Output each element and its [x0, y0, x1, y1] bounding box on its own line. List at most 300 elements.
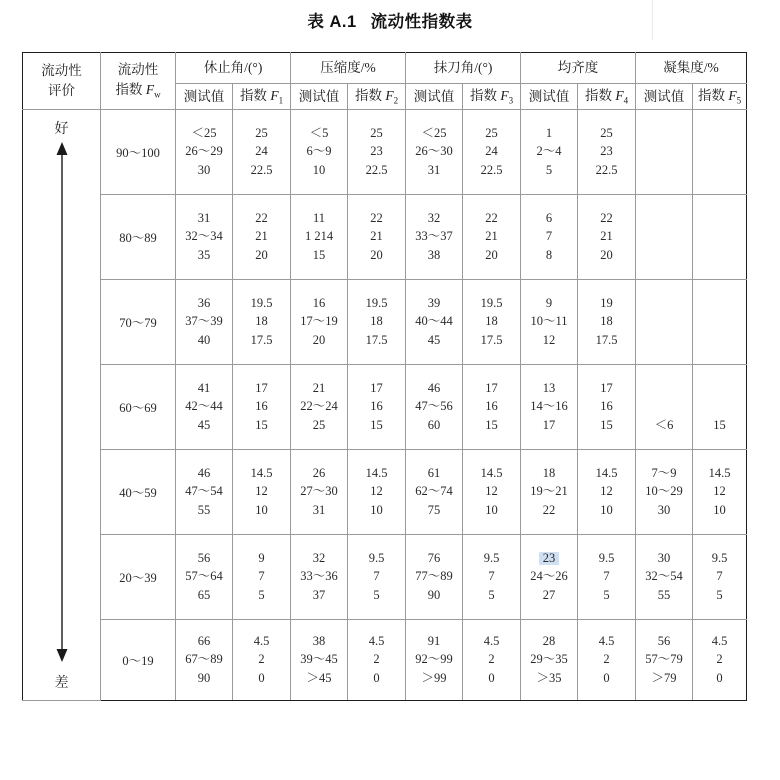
value-line [718, 164, 721, 177]
triple-value-stack [406, 195, 462, 279]
triple-value-stack [406, 280, 462, 364]
index-value-cell-4 [578, 195, 636, 280]
triple-value-stack [291, 195, 347, 279]
triple-value-stack [406, 365, 462, 449]
index-value-cell-2 [348, 280, 406, 365]
index-value-cell-3 [463, 365, 521, 450]
value-line: 40～44 [415, 314, 453, 329]
value-line [662, 297, 665, 310]
value-line: 0 [373, 670, 380, 685]
value-line: 10 [485, 502, 498, 517]
value-line: 2 [603, 652, 610, 667]
value-line [718, 400, 721, 413]
triple-value-stack [463, 535, 520, 619]
value-line: 29～35 [530, 652, 568, 667]
triple-value-stack [636, 365, 692, 449]
triple-value-stack [233, 365, 290, 449]
triple-value-stack [521, 280, 577, 364]
triple-value-stack [233, 280, 290, 364]
value-line: 7～9 [651, 466, 677, 481]
value-line: 21 [370, 229, 383, 244]
index-value-cell-3 [463, 450, 521, 535]
triple-value-stack [693, 535, 746, 619]
value-line: 77～89 [415, 569, 453, 584]
header-group-cohesion: 凝集度/% [636, 53, 747, 84]
value-line: 9.5 [598, 551, 615, 566]
triple-value-stack [463, 620, 520, 700]
test-value-cell-4 [521, 535, 578, 620]
index-value-cell-1 [233, 535, 291, 620]
flow-index-range-cell: 90～100 [101, 110, 176, 195]
value-line: 7 [603, 569, 610, 584]
table-head [23, 53, 747, 110]
flow-index-range-cell: 20～39 [101, 535, 176, 620]
value-line: 17 [370, 381, 383, 396]
test-value-cell-1 [176, 280, 233, 365]
value-line: 17 [600, 381, 613, 396]
header-group-uniformity: 均齐度 [521, 53, 636, 84]
test-value-cell-1 [176, 535, 233, 620]
value-line: 35 [197, 247, 211, 262]
flow-index-range-cell: 70～79 [101, 280, 176, 365]
value-line: 46 [427, 381, 441, 396]
table-row [23, 110, 747, 195]
value-line: 21 [600, 229, 613, 244]
value-line: 0 [716, 670, 723, 685]
test-value-cell-4 [521, 620, 578, 701]
value-line: 31 [312, 502, 326, 517]
triple-value-stack [693, 450, 746, 534]
value-line [662, 212, 665, 225]
value-line: 12 [255, 484, 268, 499]
page-title [0, 8, 780, 32]
flow-index-range-cell: 60～69 [101, 365, 176, 450]
value-line: 13 [542, 381, 556, 396]
value-line: 27～30 [300, 484, 338, 499]
value-line: 32～54 [645, 569, 683, 584]
value-line: 9.5 [368, 551, 385, 566]
test-value-cell-4 [521, 195, 578, 280]
triple-value-stack [348, 620, 405, 700]
value-line: 26～29 [185, 144, 223, 159]
test-value-cell-3 [406, 535, 463, 620]
value-line: 38 [312, 634, 326, 649]
index-value-cell-2 [348, 365, 406, 450]
triple-value-stack [578, 620, 635, 700]
value-line: 10 [600, 502, 613, 517]
triple-value-stack [176, 280, 232, 364]
triple-value-stack [578, 535, 635, 619]
value-line [718, 145, 721, 158]
value-line: 39 [427, 296, 441, 311]
value-line: 22 [600, 211, 613, 226]
value-line [662, 382, 665, 395]
value-line: 22.5 [595, 162, 618, 177]
index-value-cell-4 [578, 450, 636, 535]
value-line: 14.5 [480, 466, 503, 481]
triple-value-stack [176, 195, 232, 279]
triple-value-stack [693, 280, 746, 364]
triple-value-stack [521, 365, 577, 449]
value-line: 27 [542, 587, 556, 602]
value-line: ＜6 [654, 417, 674, 432]
value-line: 56 [657, 634, 671, 649]
flow-index-range-cell: 0～19 [101, 620, 176, 701]
triple-value-stack [176, 620, 232, 700]
value-line: 65 [197, 587, 211, 602]
triple-value-stack [348, 195, 405, 279]
test-value-cell-1 [176, 110, 233, 195]
value-line: 33～36 [300, 569, 338, 584]
value-line: 21 [485, 229, 498, 244]
value-line: 28 [542, 634, 556, 649]
value-line: 21 [312, 381, 326, 396]
header-index-f2: 指数 $F_2$ [348, 84, 406, 110]
value-line: 17 [485, 381, 498, 396]
index-value-cell-1 [233, 280, 291, 365]
table-row [23, 365, 747, 450]
index-value-cell-4 [578, 365, 636, 450]
test-value-cell-1 [176, 450, 233, 535]
triple-value-stack [348, 280, 405, 364]
value-line: 18 [370, 314, 383, 329]
index-value-cell-2 [348, 110, 406, 195]
table-row [23, 535, 747, 620]
value-line [662, 145, 665, 158]
value-line: 22.5 [365, 162, 388, 177]
value-line: 17 [255, 381, 268, 396]
value-line: 55 [657, 587, 671, 602]
value-line: 45 [197, 417, 211, 432]
value-line: 7 [545, 229, 553, 244]
triple-value-stack [406, 110, 462, 194]
value-line: 2 [716, 652, 723, 667]
value-line: 17.5 [480, 332, 503, 347]
header-flow-index-line1: 流动性 [117, 62, 159, 78]
triple-value-stack [176, 110, 232, 194]
index-value-cell-2 [348, 620, 406, 701]
value-line: 90 [427, 587, 441, 602]
value-line: 9.5 [483, 551, 500, 566]
evaluation-inner [23, 110, 100, 700]
value-line: ＞45 [306, 670, 332, 685]
test-value-cell-2 [291, 110, 348, 195]
triple-value-stack [578, 280, 635, 364]
value-line: 17 [542, 417, 556, 432]
value-line: 32～34 [185, 229, 223, 244]
value-line [718, 382, 721, 395]
value-line: 56 [197, 551, 211, 566]
value-line: 0 [488, 670, 495, 685]
value-line: 14.5 [708, 466, 731, 481]
triple-value-stack [291, 110, 347, 194]
value-line: 25 [312, 417, 326, 432]
index-value-cell-2 [348, 535, 406, 620]
triple-value-stack [348, 365, 405, 449]
header-index-f3: 指数 $F_3$ [463, 84, 521, 110]
triple-value-stack [233, 450, 290, 534]
value-line: 15 [370, 417, 383, 432]
value-line: 16 [370, 399, 383, 414]
flow-index-range-cell: 40～59 [101, 450, 176, 535]
triple-value-stack [521, 535, 577, 619]
test-value-cell-2 [291, 535, 348, 620]
value-line: 66 [197, 634, 211, 649]
value-line: 22.5 [250, 162, 273, 177]
triple-value-stack [233, 110, 290, 194]
triple-value-stack [233, 195, 290, 279]
value-line [662, 315, 665, 328]
value-line [718, 297, 721, 310]
test-value-cell-1 [176, 620, 233, 701]
value-line: 8 [545, 247, 553, 262]
value-line: 11 [312, 211, 326, 226]
value-line: 26 [312, 466, 326, 481]
value-line: 60 [427, 417, 441, 432]
index-value-cell-3 [463, 195, 521, 280]
value-line: ＞35 [536, 670, 562, 685]
test-value-cell-2 [291, 365, 348, 450]
value-line: 33～37 [415, 229, 453, 244]
triple-value-stack [176, 365, 232, 449]
value-line: 37～39 [185, 314, 223, 329]
value-line [662, 334, 665, 347]
value-line: 15 [713, 417, 726, 432]
index-value-cell-3 [463, 280, 521, 365]
value-line: 7 [716, 569, 723, 584]
triple-value-stack [578, 365, 635, 449]
value-line: 25 [485, 126, 498, 141]
triple-value-stack [348, 535, 405, 619]
header-index-f1: 指数 $F_1$ [233, 84, 291, 110]
value-line: 15 [255, 417, 268, 432]
value-line: 9 [545, 296, 553, 311]
value-line: 17.5 [250, 332, 273, 347]
table-row [23, 450, 747, 535]
value-line: 14.5 [365, 466, 388, 481]
value-line: 4.5 [711, 634, 728, 649]
index-value-cell-1 [233, 365, 291, 450]
test-value-cell-3 [406, 280, 463, 365]
triple-value-stack [578, 110, 635, 194]
value-line: 42～44 [185, 399, 223, 414]
value-line: 19.5 [365, 296, 388, 311]
value-line: 6～9 [306, 144, 332, 159]
value-line: 15 [485, 417, 498, 432]
value-line: 91 [427, 634, 441, 649]
triple-value-stack [578, 450, 635, 534]
value-line: 55 [197, 502, 211, 517]
header-evaluation [23, 53, 101, 110]
value-line: 75 [427, 502, 441, 517]
header-evaluation-line2: 评价 [48, 83, 75, 98]
value-line: 22～24 [300, 399, 338, 414]
evaluation-arrow-cell [23, 110, 101, 701]
header-test-value-3: 测试值 [406, 84, 463, 110]
value-line: 30 [657, 502, 671, 517]
value-line: 5 [603, 587, 610, 602]
scan-artifact-line [652, 0, 653, 40]
evaluation-label-bad: 差 [54, 676, 69, 691]
value-line: 20 [255, 247, 268, 262]
value-line [718, 334, 721, 347]
triple-value-stack [176, 450, 232, 534]
value-line [662, 230, 665, 243]
value-line: ＜25 [191, 126, 217, 141]
table-name: 流动性指数表 [370, 13, 473, 31]
triple-value-stack [693, 365, 746, 449]
value-line: 9 [258, 551, 265, 566]
value-line: 23 [600, 144, 613, 159]
value-line: 2～4 [536, 144, 562, 159]
value-line: 16 [312, 296, 326, 311]
value-line: 16 [255, 399, 268, 414]
value-line: 6 [545, 211, 553, 226]
value-line: 4.5 [483, 634, 500, 649]
value-line: 14～16 [530, 399, 568, 414]
value-line: 1 214 [304, 229, 334, 244]
value-line: 19～21 [530, 484, 568, 499]
value-line: 22 [255, 211, 268, 226]
triple-value-stack [406, 620, 462, 700]
value-line: 10 [370, 502, 383, 517]
triple-value-stack [463, 450, 520, 534]
flowability-index-table-wrapper [22, 52, 746, 701]
value-line: 47～56 [415, 399, 453, 414]
header-test-value-2: 测试值 [291, 84, 348, 110]
value-line: 10 [312, 162, 326, 177]
test-value-cell-5 [636, 450, 693, 535]
triple-value-stack [406, 450, 462, 534]
value-line: 40 [197, 332, 211, 347]
value-line: 19.5 [250, 296, 273, 311]
triple-value-stack [348, 110, 405, 194]
test-value-cell-2 [291, 620, 348, 701]
value-line: 20 [485, 247, 498, 262]
value-line: 24～26 [530, 569, 568, 584]
triple-value-stack [693, 110, 746, 194]
triple-value-stack [406, 535, 462, 619]
value-line [718, 230, 721, 243]
value-line: 22.5 [480, 162, 503, 177]
value-line: 0 [603, 670, 610, 685]
value-line: 12 [370, 484, 383, 499]
value-line [662, 164, 665, 177]
triple-value-stack [693, 620, 746, 700]
header-group-angle-of-repose: 休止角/(°) [176, 53, 291, 84]
test-value-cell-5 [636, 365, 693, 450]
test-value-cell-3 [406, 110, 463, 195]
value-line: 5 [373, 587, 380, 602]
value-line: 22 [542, 502, 556, 517]
value-line: 25 [255, 126, 268, 141]
header-index-f5: 指数 $F_5$ [693, 84, 747, 110]
value-line: 25 [600, 126, 613, 141]
value-line: 0 [258, 670, 265, 685]
value-line: 14.5 [595, 466, 618, 481]
value-line: 39～45 [300, 652, 338, 667]
value-line: 7 [258, 569, 265, 584]
test-value-cell-4 [521, 365, 578, 450]
test-value-cell-4 [521, 110, 578, 195]
triple-value-stack [636, 450, 692, 534]
value-line: 10 [255, 502, 268, 517]
value-line: 22 [485, 211, 498, 226]
value-line: 76 [427, 551, 441, 566]
flow-index-range-cell: 80～89 [101, 195, 176, 280]
value-line: 9.5 [711, 551, 728, 566]
test-value-cell-2 [291, 280, 348, 365]
triple-value-stack [233, 620, 290, 700]
value-line: 20 [312, 332, 326, 347]
value-line: 32 [312, 551, 326, 566]
value-line: 30 [657, 551, 671, 566]
index-value-cell-5 [693, 620, 747, 701]
triple-value-stack [521, 450, 577, 534]
index-value-cell-5 [693, 535, 747, 620]
value-line: 2 [258, 652, 265, 667]
triple-value-stack [291, 280, 347, 364]
value-line [718, 127, 721, 140]
table-row [23, 280, 747, 365]
value-line: 4.5 [598, 634, 615, 649]
triple-value-stack [463, 280, 520, 364]
triple-value-stack [291, 620, 347, 700]
value-line: 10 [713, 502, 726, 517]
index-value-cell-5 [693, 280, 747, 365]
triple-value-stack [521, 195, 577, 279]
value-line: 67～89 [185, 652, 223, 667]
value-line [718, 315, 721, 328]
header-test-value-1: 测试值 [176, 84, 233, 110]
index-value-cell-1 [233, 450, 291, 535]
test-value-cell-1 [176, 365, 233, 450]
header-evaluation-line1: 流动性 [41, 63, 82, 79]
value-line: ＜25 [421, 126, 447, 141]
value-line: 14.5 [250, 466, 273, 481]
value-line: 24 [485, 144, 498, 159]
triple-value-stack [636, 280, 692, 364]
triple-value-stack [636, 620, 692, 700]
index-value-cell-4 [578, 620, 636, 701]
value-line: 5 [258, 587, 265, 602]
index-value-cell-4 [578, 535, 636, 620]
value-line: 32 [427, 211, 441, 226]
value-line: 5 [716, 587, 723, 602]
value-line: 1 [545, 126, 553, 141]
triple-value-stack [521, 620, 577, 700]
index-value-cell-2 [348, 195, 406, 280]
table-number: 表 A.1 [307, 13, 357, 31]
value-line: 19 [600, 296, 613, 311]
index-value-cell-3 [463, 110, 521, 195]
value-line [662, 400, 665, 413]
value-line: 57～64 [185, 569, 223, 584]
triple-value-stack [291, 535, 347, 619]
index-value-cell-5 [693, 195, 747, 280]
triple-value-stack [636, 195, 692, 279]
value-line: 12 [485, 484, 498, 499]
test-value-cell-3 [406, 620, 463, 701]
header-test-value-4: 测试值 [521, 84, 578, 110]
test-value-cell-4 [521, 280, 578, 365]
test-value-cell-3 [406, 450, 463, 535]
value-line: 19.5 [480, 296, 503, 311]
value-line: 4.5 [368, 634, 385, 649]
test-value-cell-3 [406, 195, 463, 280]
table-row [23, 620, 747, 701]
highlighted-value: 23 [539, 552, 560, 565]
